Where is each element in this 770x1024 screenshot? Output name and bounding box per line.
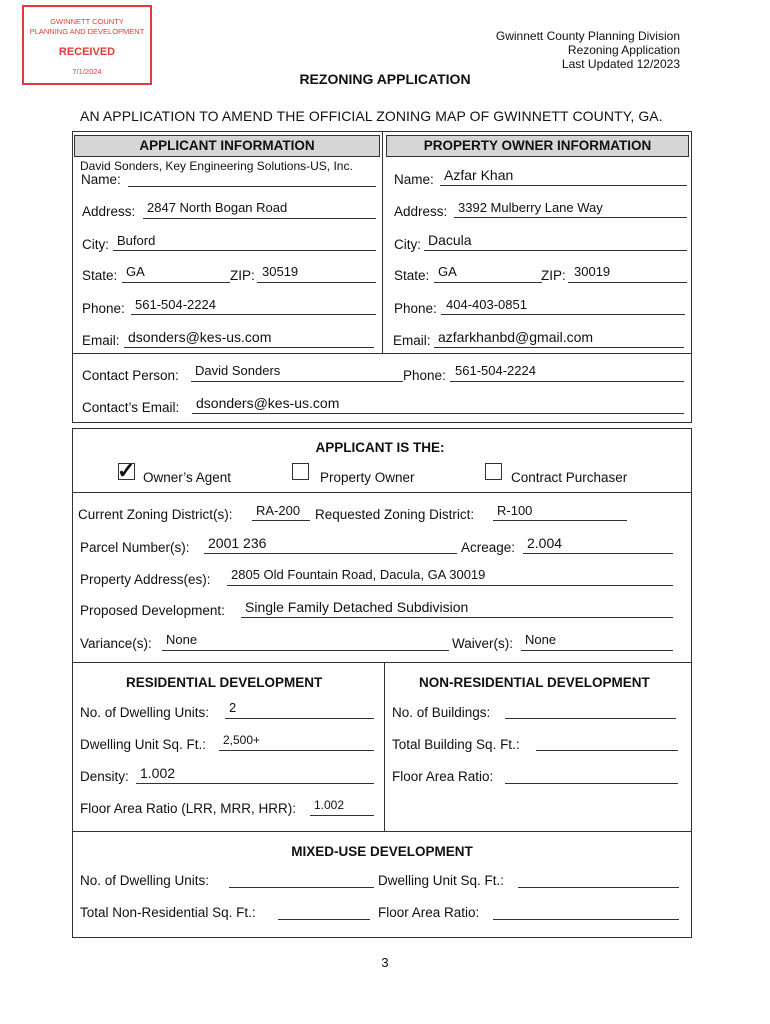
parcel-number-label: Parcel Number(s):: [80, 540, 190, 555]
header-division: Gwinnett County Planning Division: [495, 29, 680, 43]
applicant-address-field[interactable]: [143, 218, 376, 219]
owner-name-value[interactable]: Azfar Khan: [444, 167, 514, 183]
owner-state-field[interactable]: [434, 282, 542, 283]
owner-address-label: Address:: [394, 204, 448, 219]
mixed-units-label: No. of Dwelling Units:: [80, 873, 210, 888]
page-subtitle: AN APPLICATION TO AMEND THE OFFICIAL ZONING MAP OF GWINNETT COUNTY, GA.: [80, 108, 663, 124]
contact-email-field[interactable]: [192, 413, 684, 414]
owner-heading: PROPERTY OWNER INFORMATION: [386, 135, 689, 157]
acreage-label: Acreage:: [461, 540, 516, 555]
building-sqft-label: Total Building Sq. Ft.:: [392, 737, 520, 752]
acreage-value[interactable]: 2.004: [527, 535, 563, 551]
dwelling-units-field[interactable]: [225, 718, 374, 719]
applicant-state-value[interactable]: GA: [126, 264, 145, 279]
owner-zip-value[interactable]: 30019: [574, 264, 611, 279]
check-mark-icon: ✓: [117, 458, 136, 483]
stamp-county: GWINNETT COUNTY: [50, 17, 124, 26]
applicant-zip-field[interactable]: [257, 282, 376, 283]
waiver-field[interactable]: [521, 650, 673, 651]
applicant-name-label: Name:: [81, 172, 121, 187]
applicant-address-label: Address:: [82, 204, 136, 219]
density-value[interactable]: 1.002: [140, 765, 176, 781]
residential-far-label: Floor Area Ratio (LRR, MRR, HRR):: [80, 801, 297, 816]
applicant-city-value[interactable]: Buford: [117, 233, 156, 248]
applicant-zip-value[interactable]: 30519: [262, 264, 299, 279]
mixed-use-heading: MIXED-USE DEVELOPMENT: [291, 844, 473, 859]
stamp-department: PLANNING AND DEVELOPMENT: [29, 27, 145, 36]
contact-person-value[interactable]: David Sonders: [195, 363, 281, 378]
requested-zoning-field[interactable]: [493, 520, 627, 521]
applicant-email-value[interactable]: dsonders@kes-us.com: [128, 329, 272, 345]
owner-city-value[interactable]: Dacula: [428, 232, 472, 248]
variance-value[interactable]: None: [166, 632, 198, 647]
applicant-city-field[interactable]: [113, 250, 376, 251]
proposed-development-value[interactable]: Single Family Detached Subdivision: [245, 599, 469, 615]
nonresidential-far-field[interactable]: [505, 783, 678, 784]
parcel-number-field[interactable]: [204, 553, 457, 554]
applicant-phone-field[interactable]: [131, 314, 376, 315]
contact-email-label: Contact’s Email:: [82, 400, 180, 415]
dwelling-units-value[interactable]: 2: [229, 700, 237, 715]
contact-phone-value[interactable]: 561-504-2224: [455, 363, 536, 378]
contact-person-label: Contact Person:: [82, 368, 179, 383]
contact-divider: [72, 353, 692, 354]
acreage-field[interactable]: [523, 553, 673, 554]
development-divider: [384, 662, 385, 832]
section-divider: [382, 131, 383, 353]
density-label: Density:: [80, 769, 129, 784]
parcel-number-value[interactable]: 2001 236: [208, 535, 267, 551]
contract-purchaser-label: Contract Purchaser: [511, 470, 628, 485]
buildings-field[interactable]: [505, 718, 676, 719]
variance-field[interactable]: [162, 650, 449, 651]
page-title: REZONING APPLICATION: [299, 71, 471, 87]
residential-heading: RESIDENTIAL DEVELOPMENT: [126, 675, 323, 690]
residential-far-value[interactable]: 1.002: [314, 798, 345, 812]
nonresidential-heading: NON-RESIDENTIAL DEVELOPMENT: [419, 675, 650, 690]
stamp-date: 7/1/2024: [72, 67, 102, 76]
owner-name-label: Name:: [394, 172, 434, 187]
requested-zoning-value[interactable]: R-100: [497, 503, 533, 518]
stamp-received: RECEIVED: [58, 46, 116, 58]
owner-phone-field[interactable]: [441, 314, 685, 315]
mixed-nonres-label: Total Non-Residential Sq. Ft.:: [80, 905, 256, 920]
document-header: [496, 29, 680, 71]
owner-name-field[interactable]: [440, 185, 687, 186]
applicant-phone-label: Phone:: [82, 301, 125, 316]
mixed-nonres-field[interactable]: [278, 919, 370, 920]
applicant-type-heading: APPLICANT IS THE:: [315, 440, 445, 455]
owner-city-field[interactable]: [424, 250, 687, 251]
applicant-state-label: State:: [82, 268, 118, 283]
mixed-far-label: Floor Area Ratio:: [378, 905, 480, 920]
density-field[interactable]: [136, 783, 374, 784]
applicant-heading: APPLICANT INFORMATION: [74, 135, 380, 157]
contact-phone-label: Phone:: [403, 368, 446, 383]
applicant-name-field[interactable]: [128, 186, 376, 187]
variance-label: Variance(s):: [80, 636, 152, 651]
property-address-field[interactable]: [227, 585, 673, 586]
mixed-far-field[interactable]: [493, 919, 679, 920]
owners-agent-label: Owner’s Agent: [143, 470, 232, 485]
owner-phone-label: Phone:: [394, 301, 437, 316]
header-form-name: Rezoning Application: [567, 43, 680, 57]
owner-state-value[interactable]: GA: [438, 264, 457, 279]
proposed-development-label: Proposed Development:: [80, 603, 225, 618]
owner-address-value[interactable]: 3392 Mulberry Lane Way: [458, 200, 603, 215]
applicant-name-prefix: David Sonders, Key Engineering Solutions-US, Inc.: [80, 159, 353, 173]
nonresidential-far-label: Floor Area Ratio:: [392, 769, 494, 784]
buildings-label: No. of Buildings:: [392, 705, 491, 720]
property-owner-checkbox[interactable]: [292, 463, 309, 480]
owner-zip-field[interactable]: [568, 282, 687, 283]
owner-address-field[interactable]: [454, 217, 687, 218]
building-sqft-field[interactable]: [536, 750, 678, 751]
dwelling-sqft-label: Dwelling Unit Sq. Ft.:: [80, 737, 207, 752]
applicant-phone-value[interactable]: 561-504-2224: [135, 297, 216, 312]
page-number: 3: [381, 955, 389, 970]
contact-phone-field[interactable]: [450, 381, 684, 382]
mixed-sqft-field[interactable]: [518, 887, 679, 888]
waiver-value[interactable]: None: [525, 632, 557, 647]
property-owner-label: Property Owner: [320, 470, 415, 485]
property-address-value[interactable]: 2805 Old Fountain Road, Dacula, GA 30019: [231, 567, 486, 582]
current-zoning-value[interactable]: RA-200: [256, 503, 301, 518]
waiver-label: Waiver(s):: [452, 636, 513, 651]
owner-phone-value[interactable]: 404-403-0851: [446, 297, 527, 312]
dwelling-sqft-field[interactable]: [219, 750, 374, 751]
mixed-units-field[interactable]: [229, 887, 374, 888]
applicant-email-field[interactable]: [124, 347, 374, 348]
header-updated: Last Updated 12/2023: [561, 57, 680, 71]
owner-zip-label: ZIP:: [541, 268, 566, 283]
owner-email-field[interactable]: [434, 347, 684, 348]
contact-person-field[interactable]: [191, 381, 403, 382]
owner-email-value[interactable]: azfarkhanbd@gmail.com: [438, 329, 594, 345]
applicant-zip-label: ZIP:: [230, 268, 255, 283]
mixed-sqft-label: Dwelling Unit Sq. Ft.:: [378, 873, 505, 888]
property-address-label: Property Address(es):: [80, 572, 211, 587]
current-zoning-field[interactable]: [252, 520, 310, 521]
proposed-development-field[interactable]: [241, 617, 673, 618]
current-zoning-label: Current Zoning District(s):: [78, 507, 233, 522]
applicant-email-label: Email:: [82, 333, 120, 348]
owner-state-label: State:: [394, 268, 430, 283]
applicant-address-value[interactable]: 2847 North Bogan Road: [147, 200, 288, 215]
owner-email-label: Email:: [393, 333, 431, 348]
dwelling-units-label: No. of Dwelling Units:: [80, 705, 210, 720]
contract-purchaser-checkbox[interactable]: [485, 463, 502, 480]
dwelling-sqft-value[interactable]: 2,500+: [223, 733, 261, 747]
contact-email-value[interactable]: dsonders@kes-us.com: [196, 395, 340, 411]
residential-far-field[interactable]: [310, 815, 374, 816]
applicant-city-label: City:: [82, 237, 109, 252]
owner-city-label: City:: [394, 237, 421, 252]
requested-zoning-label: Requested Zoning District:: [315, 507, 475, 522]
applicant-state-field[interactable]: [122, 282, 230, 283]
